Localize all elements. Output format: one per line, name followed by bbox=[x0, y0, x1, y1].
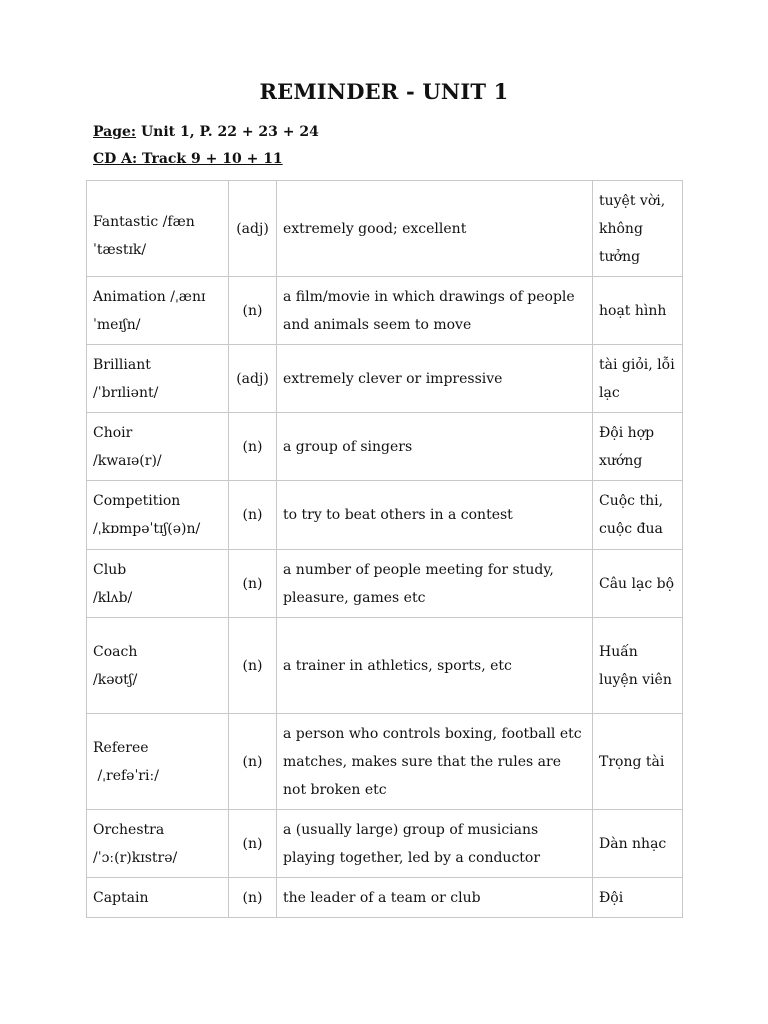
word-cell bbox=[87, 413, 229, 481]
word-cell bbox=[87, 550, 229, 618]
pronunciation-text: /ˈɔː(r)kɪstrə/ bbox=[93, 849, 178, 866]
definition-cell: to try to beat others in a contest bbox=[277, 481, 593, 550]
table-row bbox=[87, 618, 683, 714]
pronunciation-text: ˈtæstɪk/ bbox=[93, 242, 147, 258]
table-row bbox=[87, 550, 683, 618]
vietnamese-meaning-cell: Câu lạc bộ bbox=[593, 550, 683, 618]
pronunciation-text: /ˌrefəˈriː/ bbox=[93, 767, 159, 784]
word-cell bbox=[87, 810, 229, 878]
word-cell bbox=[87, 714, 229, 810]
part-of-speech-cell: (n) bbox=[229, 618, 277, 714]
table-row bbox=[87, 413, 683, 481]
vietnamese-meaning-cell: Trọng tài bbox=[593, 714, 683, 810]
part-of-speech-cell: (n) bbox=[229, 277, 277, 345]
table-row bbox=[87, 878, 683, 918]
definition-cell: extremely clever or impressive bbox=[277, 345, 593, 413]
vietnamese-meaning-cell: tài giỏi, lỗi lạc bbox=[593, 345, 683, 413]
pronunciation-text: /ˌkɒmpəˈtɪʃ(ə)n/ bbox=[93, 521, 201, 537]
table-row bbox=[87, 810, 683, 878]
part-of-speech-cell: (adj) bbox=[229, 181, 277, 277]
vietnamese-meaning-cell: tuyệt vời, không tưởng bbox=[593, 181, 683, 277]
table-row bbox=[87, 181, 683, 277]
part-of-speech-cell: (n) bbox=[229, 714, 277, 810]
word-text: Animation /ˌænɪ bbox=[93, 288, 206, 305]
word-cell bbox=[87, 878, 229, 918]
part-of-speech-cell: (n) bbox=[229, 413, 277, 481]
word-cell bbox=[87, 481, 229, 550]
pronunciation-text: ˈmeɪʃn/ bbox=[93, 316, 141, 333]
vocabulary-table bbox=[86, 180, 683, 918]
word-text: Coach bbox=[93, 643, 138, 660]
pronunciation-text: /klʌb/ bbox=[93, 589, 133, 606]
word-cell bbox=[87, 618, 229, 714]
part-of-speech-cell: (n) bbox=[229, 481, 277, 550]
definition-cell: a person who controls boxing, football etc matches, makes sure that the rules are not broken etc bbox=[277, 714, 593, 810]
pronunciation-text: /kəʊtʃ/ bbox=[93, 671, 138, 688]
page-reference bbox=[93, 124, 319, 140]
vietnamese-meaning-cell: Huấn luyện viên bbox=[593, 618, 683, 714]
table-row bbox=[87, 277, 683, 345]
vietnamese-meaning-cell: Dàn nhạc bbox=[593, 810, 683, 878]
word-cell bbox=[87, 277, 229, 345]
word-text: Fantastic /fæn bbox=[93, 214, 195, 230]
table-row bbox=[87, 714, 683, 810]
part-of-speech-cell: (n) bbox=[229, 810, 277, 878]
table-row bbox=[87, 345, 683, 413]
word-text: Brilliant bbox=[93, 356, 151, 373]
word-cell bbox=[87, 181, 229, 277]
word-text: Orchestra bbox=[93, 821, 165, 838]
vietnamese-meaning-cell: Cuộc thi, cuộc đua bbox=[593, 481, 683, 550]
definition-cell: the leader of a team or club bbox=[277, 878, 593, 918]
vietnamese-meaning-cell: Đội bbox=[593, 878, 683, 918]
definition-cell: extremely good; excellent bbox=[277, 181, 593, 277]
page-reference-label: Page: bbox=[93, 124, 137, 140]
pronunciation-text: /ˈbrɪliənt/ bbox=[93, 384, 159, 401]
word-cell bbox=[87, 345, 229, 413]
definition-cell: a film/movie in which drawings of people and animals seem to move bbox=[277, 277, 593, 345]
definition-cell: a (usually large) group of musicians playing together, led by a conductor bbox=[277, 810, 593, 878]
word-text: Captain bbox=[93, 889, 149, 906]
word-text: Choir bbox=[93, 424, 133, 441]
definition-cell: a number of people meeting for study, pleasure, games etc bbox=[277, 550, 593, 618]
word-text: Club bbox=[93, 561, 127, 578]
word-text: Referee bbox=[93, 739, 149, 756]
definition-cell: a group of singers bbox=[277, 413, 593, 481]
definition-cell: a trainer in athletics, sports, etc bbox=[277, 618, 593, 714]
part-of-speech-cell: (adj) bbox=[229, 345, 277, 413]
vietnamese-meaning-cell: hoạt hình bbox=[593, 277, 683, 345]
cd-track-reference: CD A: Track 9 + 10 + 11 bbox=[93, 151, 283, 167]
vietnamese-meaning-cell: Đội hợp xướng bbox=[593, 413, 683, 481]
part-of-speech-cell: (n) bbox=[229, 878, 277, 918]
part-of-speech-cell: (n) bbox=[229, 550, 277, 618]
word-text: Competition bbox=[93, 493, 181, 509]
page-title: REMINDER - UNIT 1 bbox=[259, 79, 509, 104]
page-reference-value: Unit 1, P. 22 + 23 + 24 bbox=[136, 124, 319, 140]
table-row bbox=[87, 481, 683, 550]
pronunciation-text: /kwaɪə(r)/ bbox=[93, 452, 162, 469]
